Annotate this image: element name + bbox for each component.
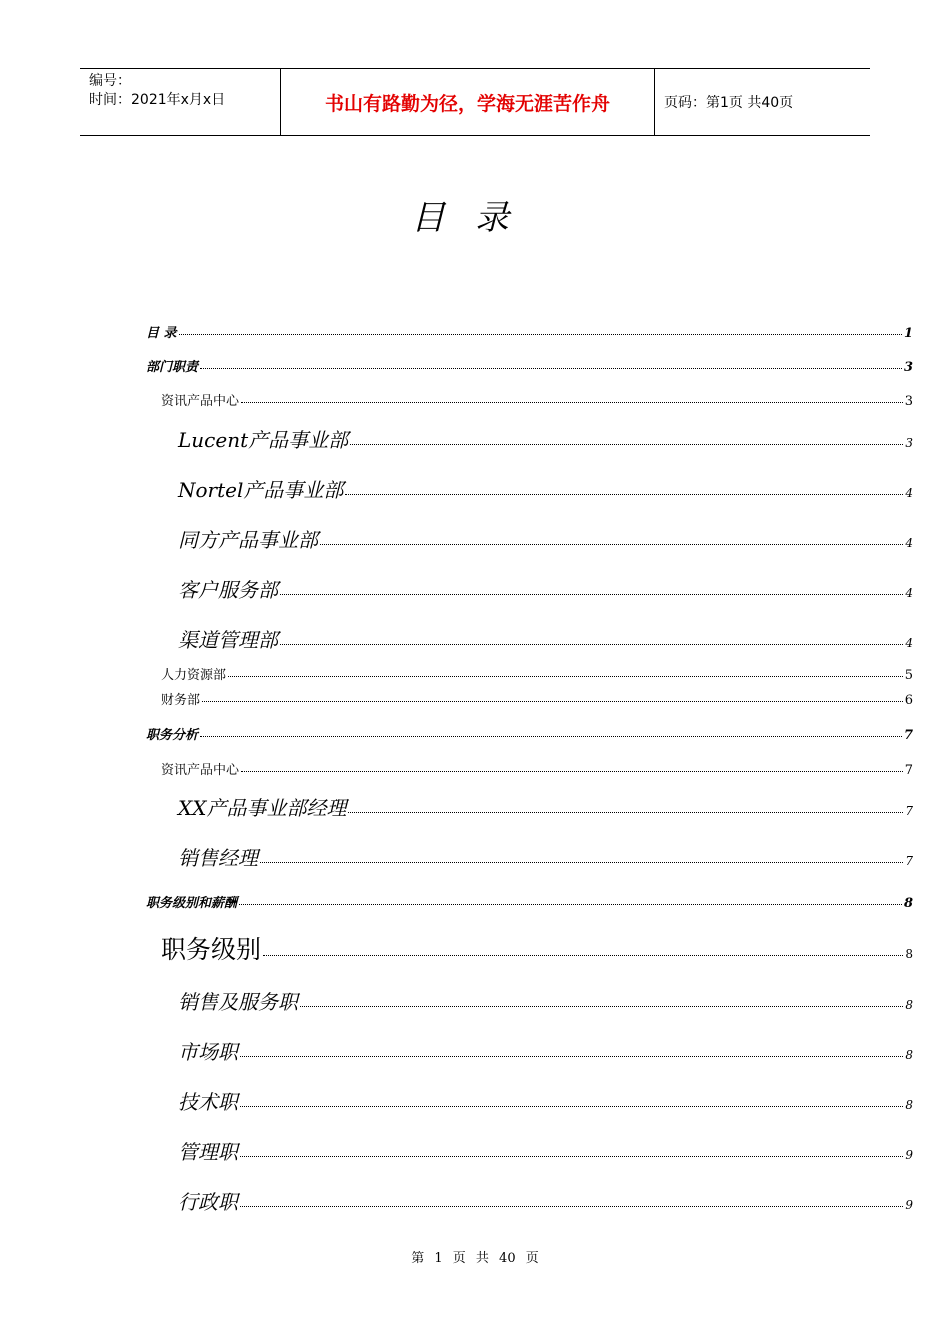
toc-entry-page: 4 xyxy=(905,486,913,500)
toc-leader-dots xyxy=(300,1006,903,1007)
toc-leader-dots xyxy=(179,334,902,335)
toc-leader-dots xyxy=(200,368,902,369)
toc-leader-dots xyxy=(241,771,903,772)
header-meta xyxy=(80,69,281,135)
toc-entry-label: 客户服务部 xyxy=(178,578,278,602)
toc-entry-page: 4 xyxy=(905,586,913,600)
toc-entry-label: 目 录 xyxy=(146,326,177,341)
toc-entry-page: 1 xyxy=(903,326,913,341)
toc-entry-label: 职务级别和薪酬 xyxy=(146,896,238,911)
toc-entry-page: 3 xyxy=(905,436,913,450)
toc-entry[interactable] xyxy=(0,356,913,375)
toc-entry[interactable] xyxy=(0,759,913,778)
toc-entry-label: 职务级别 xyxy=(161,935,262,964)
toc-entry[interactable] xyxy=(0,892,913,911)
document-title: 目录 xyxy=(411,198,539,238)
toc-entry-page: 4 xyxy=(905,636,913,650)
toc-entry[interactable] xyxy=(0,524,913,553)
toc-leader-dots xyxy=(280,594,903,595)
toc-entry-label: 部门职责 xyxy=(146,360,199,375)
header-page-info: 页码：第1页 共40页 xyxy=(664,95,794,111)
toc-leader-dots xyxy=(200,736,902,737)
toc-entry-label: 职务分析 xyxy=(146,728,199,743)
toc-entry-label: Lucent产品事业部 xyxy=(178,428,349,452)
toc-leader-dots xyxy=(320,544,903,545)
toc-entry-label: 资讯产品中心 xyxy=(161,763,240,778)
toc-entry-label: 资讯产品中心 xyxy=(161,394,240,409)
toc-entry[interactable] xyxy=(0,1136,913,1165)
toc-leader-dots xyxy=(348,812,903,813)
toc-entry[interactable] xyxy=(0,390,913,409)
toc-entry[interactable] xyxy=(0,424,913,453)
header-time: 时间：2021年x月x日 xyxy=(89,92,226,108)
header-motto: 书山有路勤为径，学海无涯苦作舟 xyxy=(281,69,655,135)
toc-leader-dots xyxy=(239,904,902,905)
toc-leader-dots xyxy=(263,955,903,956)
toc-entry-page: 7 xyxy=(905,854,913,868)
toc-entry-label: 管理职 xyxy=(178,1140,238,1164)
header-number: 编号： xyxy=(89,73,131,89)
toc-entry-label: 销售及服务职 xyxy=(178,990,298,1014)
toc-entry-page: 9 xyxy=(905,1148,913,1162)
toc-entry-label: 财务部 xyxy=(161,693,201,708)
toc-entry-label: 同方产品事业部 xyxy=(178,528,318,552)
toc-entry-label: 技术职 xyxy=(178,1090,238,1114)
toc-entry-page: 7 xyxy=(905,804,913,818)
toc-entry[interactable] xyxy=(0,1086,913,1115)
toc-entry-label: Nortel产品事业部 xyxy=(178,478,344,502)
toc-entry-label: 销售经理 xyxy=(178,846,258,870)
toc-leader-dots xyxy=(240,1206,903,1207)
toc-entry[interactable] xyxy=(0,474,913,503)
toc-entry-page: 6 xyxy=(904,693,913,708)
toc-entry[interactable] xyxy=(0,574,913,603)
toc-entry-label: 行政职 xyxy=(178,1190,238,1214)
toc-entry[interactable] xyxy=(0,792,913,821)
toc-entry[interactable] xyxy=(0,724,913,743)
toc-leader-dots xyxy=(241,402,903,403)
toc-entry[interactable] xyxy=(0,986,913,1015)
toc-entry-page: 5 xyxy=(904,668,913,683)
toc-entry-page: 9 xyxy=(905,1198,913,1212)
toc-entry-page: 3 xyxy=(904,394,913,409)
toc-entry[interactable] xyxy=(0,842,913,871)
page-header xyxy=(80,68,870,136)
toc-entry[interactable] xyxy=(0,1036,913,1065)
toc-entry-page: 8 xyxy=(905,947,913,961)
toc-leader-dots xyxy=(280,644,903,645)
toc-entry-page: 8 xyxy=(905,1098,913,1112)
page-footer: 第 1 页 共 40 页 xyxy=(411,1251,539,1266)
toc-leader-dots xyxy=(345,494,903,495)
toc-leader-dots xyxy=(202,701,903,702)
toc-entry-label: 市场职 xyxy=(178,1040,238,1064)
toc-entry[interactable] xyxy=(0,322,913,341)
toc-entry-label: XX产品事业部经理 xyxy=(178,796,347,820)
toc-entry[interactable] xyxy=(0,624,913,653)
toc-entry-page: 8 xyxy=(903,896,913,911)
toc-entry-page: 4 xyxy=(905,536,913,550)
toc-leader-dots xyxy=(260,862,903,863)
toc-entry-label: 渠道管理部 xyxy=(178,628,278,652)
toc-leader-dots xyxy=(240,1056,903,1057)
toc-leader-dots xyxy=(240,1106,903,1107)
toc-entry[interactable] xyxy=(0,689,913,708)
toc-entry-page: 8 xyxy=(905,1048,913,1062)
toc-leader-dots xyxy=(350,444,903,445)
toc-leader-dots xyxy=(240,1156,903,1157)
toc-entry[interactable] xyxy=(0,930,913,966)
toc-entry[interactable] xyxy=(0,1186,913,1215)
toc-entry-label: 人力资源部 xyxy=(161,668,227,683)
toc-entry[interactable] xyxy=(0,664,913,683)
toc-leader-dots xyxy=(228,676,903,677)
toc-entry-page: 3 xyxy=(903,360,913,375)
toc-entry-page: 7 xyxy=(904,763,913,778)
toc-entry-page: 7 xyxy=(903,728,913,743)
toc-entry-page: 8 xyxy=(905,998,913,1012)
